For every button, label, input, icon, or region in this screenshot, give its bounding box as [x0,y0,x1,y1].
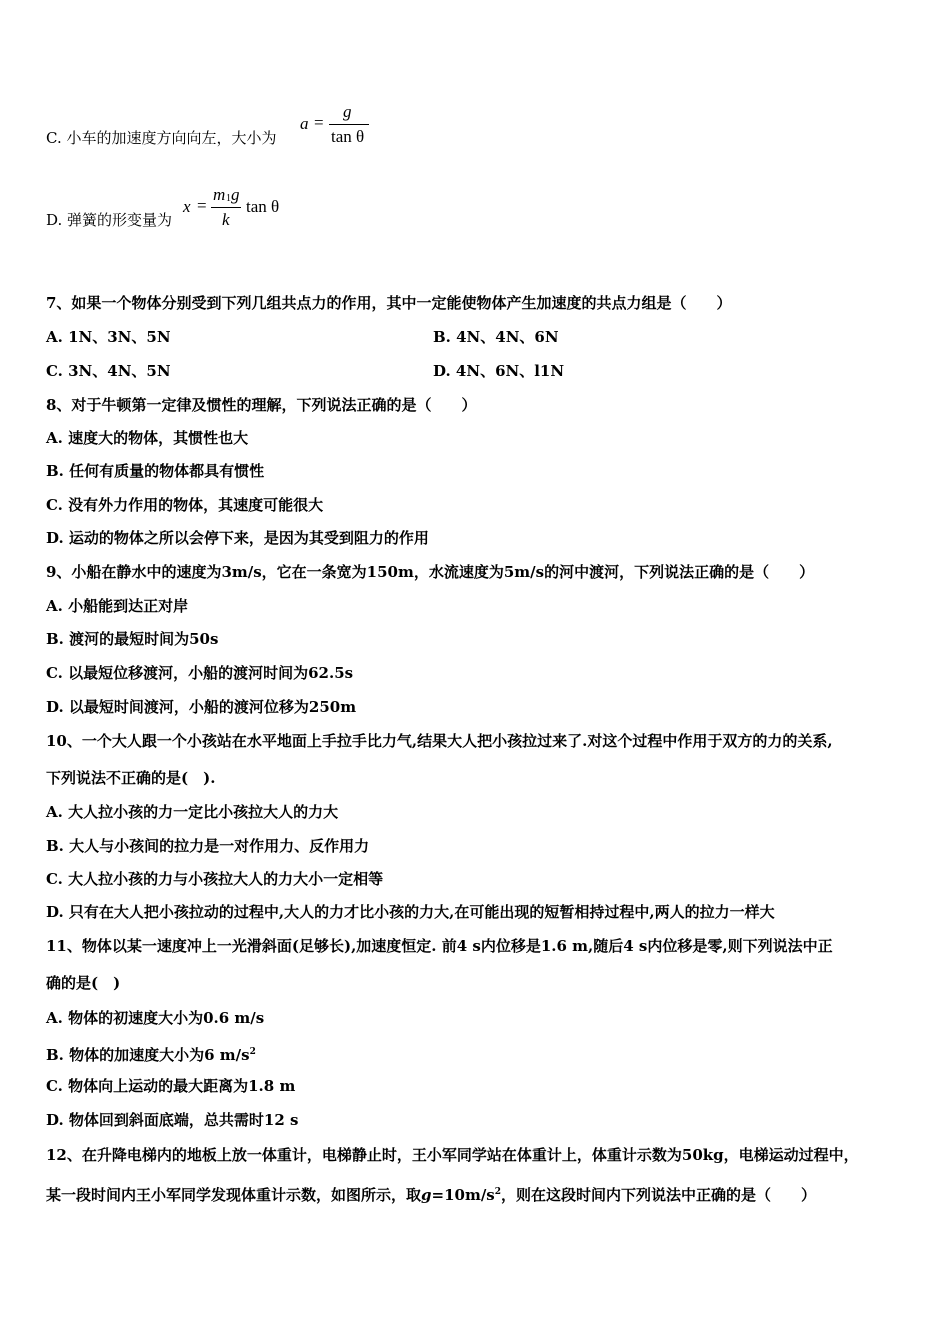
q11-stem-line2: 确的是( ) [46,974,121,992]
q9-option-d: D. 以最短时间渡河，小船的渡河位移为250m [46,698,357,716]
q10-option-b: B. 大人与小孩间的拉力是一对作用力、反作用力 [46,837,370,855]
q9-option-c: C. 以最短位移渡河，小船的渡河时间为62.5s [46,664,354,682]
fraction-bar [211,207,241,208]
formula-eq: = [197,196,207,215]
q11-option-b [46,1042,256,1064]
q6-option-d-formula [183,185,293,233]
q9-option-b: B. 渡河的最短时间为50s [46,630,219,648]
q11-option-b-sup: 2 [249,1047,256,1057]
q6-option-c-text: C. 小车的加速度方向向左，大小为 [46,129,277,147]
formula-tail: tan θ [246,197,280,216]
q9-stem: 9、小船在静水中的速度为3m/s，它在一条宽为150m，水流速度为5m/s的河中渡河，下列说法正确的是（ ） [46,563,815,581]
q12-stem-line2-pre: 某一段时间内王小军同学发现体重计示数，如图所示，取 [46,1186,422,1204]
formula-num-g: g [343,102,352,121]
q10-option-a: A. 大人拉小孩的力一定比小孩拉大人的力大 [46,803,339,821]
q7-stem: 7、如果一个物体分别受到下列几组共点力的作用，其中一定能使物体产生加速度的共点力组是（ ） [46,294,732,312]
q11-option-c: C. 物体向上运动的最大距离为1.8 m [46,1077,296,1095]
q12-stem-line2-post: ，则在这段时间内下列说法中正确的是（ ） [501,1186,817,1204]
q11-option-b-text: B. 物体的加速度大小为6 m/s [46,1046,250,1064]
q9-option-a: A. 小船能到达正对岸 [46,597,189,615]
q10-stem-line2: 下列说法不正确的是( ). [46,769,216,787]
q12-stem-line1: 12、在升降电梯内的地板上放一体重计，电梯静止时，王小军同学站在体重计上，体重计示数为50kg，电梯运动过程中， [46,1146,859,1164]
q7-option-a: A. 1N、3N、5N [46,328,171,346]
q12-g-sup: 2 [494,1187,502,1197]
q10-option-c: C. 大人拉小孩的力与小孩拉大人的力大小一定相等 [46,870,384,888]
q10-option-d: D. 只有在大人把小孩拉动的过程中,大人的力才比小孩的力大,在可能出现的短暂相持过程中,两人的拉力一样大 [46,903,775,921]
fraction-bar [329,124,369,125]
formula-num-m: m [213,185,226,204]
formula-den-k: k [222,210,230,229]
q11-option-a: A. 物体的初速度大小为0.6 m/s [46,1009,265,1027]
q8-option-a: A. 速度大的物体，其惯性也大 [46,429,249,447]
q6-option-c [46,128,276,150]
q6-option-d [46,210,172,232]
formula-num-g: g [231,185,240,204]
formula-num-sub: 1 [226,193,231,204]
formula-eq: = [314,113,324,132]
q11-option-d: D. 物体回到斜面底端，总共需时12 s [46,1111,299,1129]
formula-lhs-a: a [300,114,309,133]
q6-option-d-text: D. 弹簧的形变量为 [46,211,173,229]
q11-stem-line1: 11、物体以某一速度冲上一光滑斜面(足够长),加速度恒定. 前4 s内位移是1.6 m,随后4 s内位移是零,则下列说法中正 [46,937,833,955]
q7-option-b: B. 4N、4N、6N [433,328,559,346]
q12-g-value: =10m/s [431,1186,495,1204]
q8-stem: 8、对于牛顿第一定律及惯性的理解，下列说法正确的是（ ） [46,396,477,414]
q7-option-d: D. 4N、6N、l1N [433,362,565,380]
formula-den: tan θ [331,127,365,146]
q7-option-c: C. 3N、4N、5N [46,362,171,380]
q6-option-c-formula [300,102,380,150]
q8-option-c: C. 没有外力作用的物体，其速度可能很大 [46,496,324,514]
q12-g-symbol: g [421,1186,432,1204]
q8-option-d: D. 运动的物体之所以会停下来，是因为其受到阻力的作用 [46,529,429,547]
q8-option-b: B. 任何有质量的物体都具有惯性 [46,462,265,480]
q10-stem-line1: 10、一个大人跟一个小孩站在水平地面上手拉手比力气,结果大人把小孩拉过来了.对这个过程中作用于双方的力的关系, [46,732,833,750]
q12-stem-line2 [46,1182,816,1204]
formula-lhs-x: x [183,197,191,216]
